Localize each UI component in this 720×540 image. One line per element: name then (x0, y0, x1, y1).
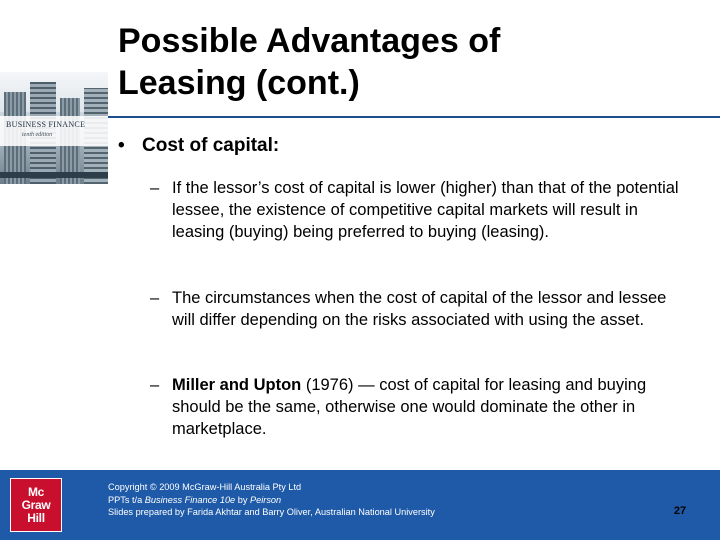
sub-point-text: If the lessor’s cost of capital is lower (higher) than that of the potential lessee, the existence of competitive capital markets will result in leasing (buying) being preferred to buying (leasing). (172, 179, 679, 241)
citation-text: (1976) — cost of capital for leasing and buying should be the same, otherwise one would dominate the other in marketplace. (172, 376, 647, 438)
ppt-by: by (235, 494, 250, 505)
bullet-marker: • (118, 135, 125, 156)
ppt-book-title: Business Finance 10e (144, 494, 236, 505)
prepared-by-line: Slides prepared by Farida Akhtar and Barry Oliver, Australian National University (108, 507, 435, 517)
bullet-text: Cost of capital: (142, 135, 280, 156)
sub-point-marker: – (150, 376, 160, 394)
page-number: 27 (673, 505, 687, 517)
ppt-prefix: PPTs t/a (108, 494, 145, 505)
cover-strip (0, 172, 108, 178)
logo-line: Mc (27, 484, 45, 499)
slide-title (118, 20, 500, 104)
mcgraw-hill-logo (10, 478, 62, 532)
logo-line: Hill (27, 510, 45, 525)
sub-point-marker: – (150, 289, 160, 307)
cover-subtitle: tenth edition (22, 132, 53, 138)
copyright-line: Copyright © 2009 McGraw-Hill Australia Pty Ltd (108, 482, 302, 492)
sub-point-marker: – (150, 179, 160, 197)
cover-title: BUSINESS FINANCE (6, 120, 86, 129)
footer-credits (108, 481, 435, 519)
sub-point-text: The circumstances when the cost of capital of the lessor and lessee will differ depending on the risks associated with using the asset. (172, 289, 667, 329)
ppt-source-line (108, 494, 435, 507)
ppt-author: Peirson (249, 494, 282, 505)
sub-point-text (172, 374, 682, 440)
book-cover-image (0, 72, 108, 184)
title-divider (108, 116, 720, 118)
slide-title-line-1: Possible Advantages of (118, 22, 501, 60)
logo-line: Graw (21, 497, 51, 512)
citation-authors: Miller and Upton (172, 376, 302, 394)
slide-title-line-2: Leasing (cont.) (118, 64, 360, 102)
